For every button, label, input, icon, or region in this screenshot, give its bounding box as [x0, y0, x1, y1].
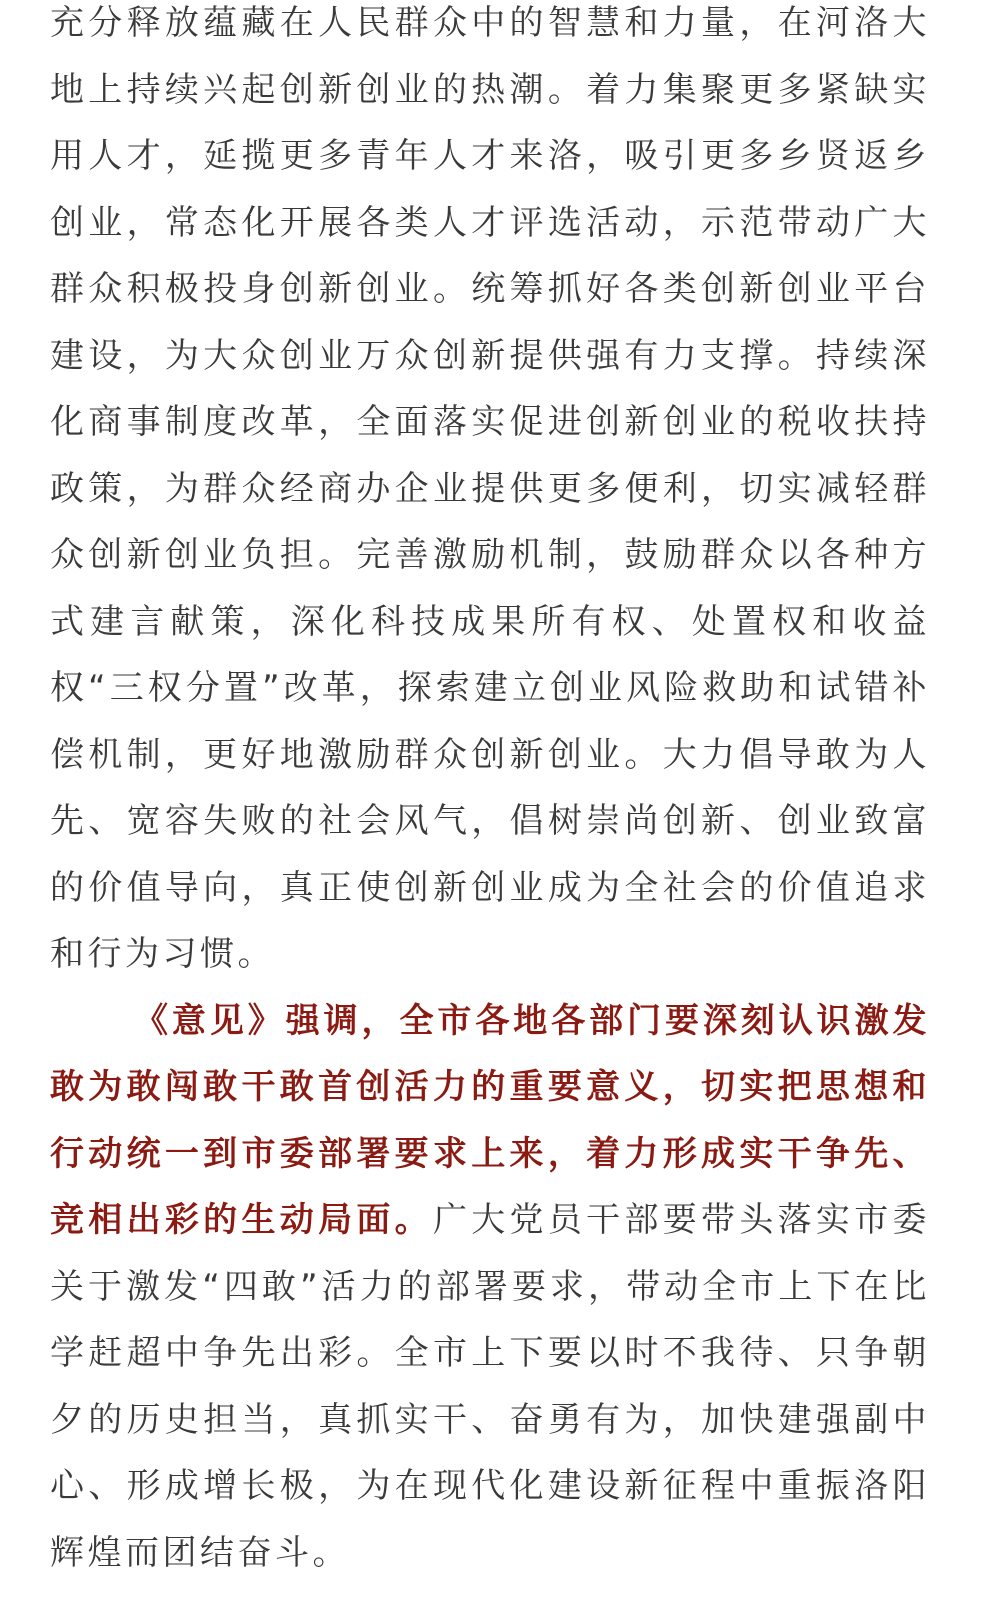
paragraph-opinion-emphasis [50, 988, 930, 1587]
article-body [50, 0, 930, 1586]
paragraph-continuation: 广大党员干部要带头落实市委关于激发“四敢”活力的部署要求，带动全市上下在比学赶超中争先出彩。全市上下要以时不我待、只争朝夕的历史担当，真抓实干、奋勇有为，加快建强副中心、形成增长极，为在现代化建设新征程中重振洛阳辉煌而团结奋斗。 [50, 1200, 931, 1573]
paragraph-talent-innovation: 充分释放蕴藏在人民群众中的智慧和力量，在河洛大地上持续兴起创新创业的热潮。着力集聚更多紧缺实用人才，延揽更多青年人才来洛，吸引更多乡贤返乡创业，常态化开展各类人才评选活动，示范带动广大群众积极投身创新创业。统筹抓好各类创新创业平台建设，为大众创业万众创新提供强有力支撑。持续深化商事制度改革，全面落实促进创新创业的税收扶持政策，为群众经商办企业提供更多便利，切实减轻群众创新创业负担。完善激励机制，鼓励群众以各种方式建言献策，深化科技成果所有权、处置权和收益权“三权分置”改革，探索建立创业风险救助和试错补偿机制，更好地激励群众创新创业。大力倡导敢为人先、宽容失败的社会风气，倡树崇尚创新、创业致富的价值导向，真正使创新创业成为全社会的价值追求和行为习惯。 [50, 3, 930, 974]
highlighted-statement: 《意见》强调，全市各地各部门要深刻认识激发敢为敢闯敢干敢首创活力的重要意义，切实把思想和行动统一到市委部署要求上来，着力形成实干争先、竞相出彩的生动局面。 [50, 1000, 930, 1240]
